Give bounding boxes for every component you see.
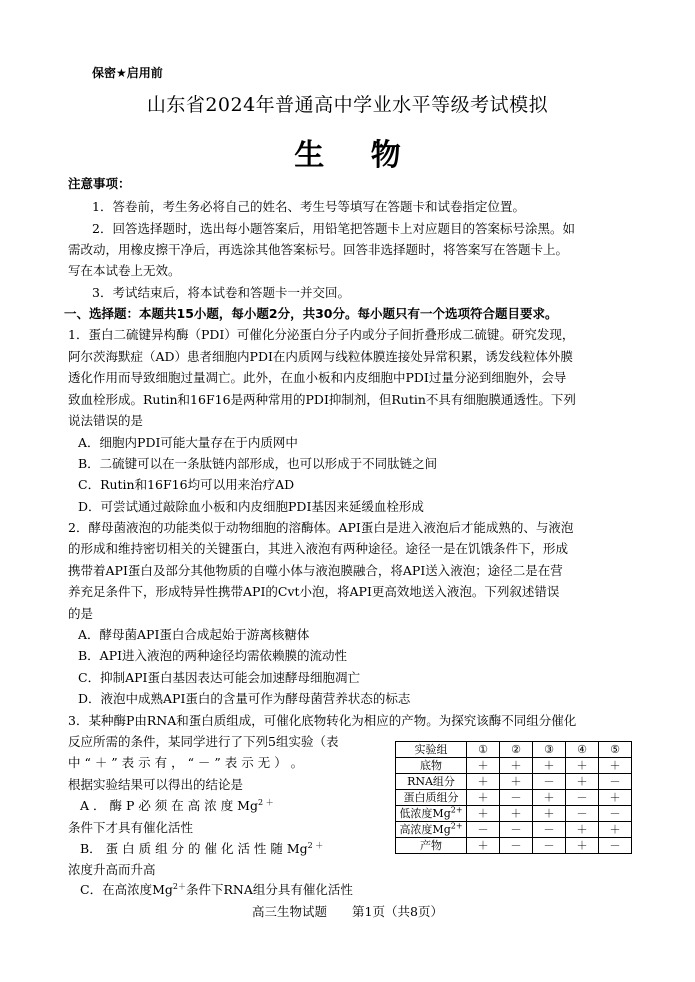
table-cell: ＋ [500,806,533,822]
table-cell: ＋ [467,806,500,822]
q3-option-b: B． 蛋 白 质 组 分 的 催 化 活 性 随 $Mg^{2 +}$ [80,840,324,856]
q3-option-a-cont: 条件下才具有催化活性 [68,820,194,835]
table-cell: ＋ [467,774,500,790]
table-cell: ＋ [467,838,500,854]
notice-item: 3．考试结束后，将本试卷和答题卡一并交回。 [92,285,350,300]
page-footer: 高三生物试题 第1页（共8页） [252,904,443,919]
section-heading: 一、选择题：本题共15小题，每小题2分，共30分。每小题只有一个选项符合题目要求。 [64,306,558,321]
table-row [396,806,632,822]
table-cell: － [566,790,599,806]
table-cell: － [500,790,533,806]
table-cell: ＋ [566,838,599,854]
table-header-cell: ③ [533,742,566,758]
q3-option-a: A ． 酶 P 必 须 在 高 浓 度 $Mg^{2 +}$ [80,797,274,813]
table-header-cell: ⑤ [599,742,632,758]
q2-option-d: D．液泡中成熟API蛋白的含量可作为酵母菌营养状态的标志 [78,691,411,706]
table-cell: － [467,822,500,838]
table-header-cell: 实验组 [396,742,467,758]
row-label: RNA组分 [396,774,467,790]
table-cell: － [599,838,632,854]
q1-option-a: A．细胞内PDI可能大量存在于内质网中 [78,435,298,450]
table-row [396,838,632,854]
table-header-cell: ② [500,742,533,758]
notice-item: 写在本试卷上无效。 [68,263,181,278]
table-header-cell: ① [467,742,500,758]
table-cell: ＋ [500,758,533,774]
row-label: 蛋白质组分 [396,790,467,806]
q1-option-c: C．Rutin和16F16均可以用来治疗AD [78,477,295,492]
q3-stem: 反应所需的条件，某同学进行了下列5组实验（表 [68,734,339,749]
q1-option-d: D．可尝试通过敲除血小板和内皮细胞PDI基因来延缓血栓形成 [78,499,424,514]
notice-heading: 注意事项： [68,176,131,191]
table-cell: － [500,838,533,854]
table-header-cell: ④ [566,742,599,758]
table-cell: － [500,822,533,838]
table-cell: － [533,774,566,790]
row-label: 低浓度$Mg^{2+}$ [396,806,467,822]
notice-item: 1．答卷前，考生务必将自己的姓名、考生号等填写在答题卡和试卷指定位置。 [92,199,525,214]
row-label: 产物 [396,838,467,854]
row-label: 高浓度$Mg^{2+}$ [396,822,467,838]
table-cell: － [599,806,632,822]
notice-item: 2．回答选择题时，选出每小题答案后，用铅笔把答题卡上对应题目的答案标号涂黑。如 [92,221,575,236]
exam-title: 山东省2024年普通高中学业水平等级考试模拟 [146,94,549,116]
q1-stem: 阿尔茨海默症（AD）患者细胞内PDI在内质网与线粒体膜连接处异常积累，诱发线粒体外膜 [68,349,573,364]
table-cell: ＋ [599,790,632,806]
q3-stem: 根据实验结果可以得出的结论是 [68,777,244,792]
table-cell: － [599,774,632,790]
row-label: 底物 [396,758,467,774]
table-cell: ＋ [533,758,566,774]
table-cell: ＋ [566,822,599,838]
table-cell: ＋ [533,806,566,822]
confidential-mark: 保密★启用前 [92,66,163,80]
q2-stem: 携带着API蛋白及部分其他物质的自噬小体与液泡膜融合，将API送入液泡；途径二是在营 [68,563,563,578]
q1-option-b: B．二硫键可以在一条肽链内部形成，也可以形成于不同肽链之间 [78,456,438,471]
table-cell: ＋ [467,758,500,774]
table-row [396,758,632,774]
q3-option-b-cont: 浓度升高而升高 [68,862,156,877]
table-row [396,790,632,806]
q1-stem: 说法错误的是 [68,413,144,428]
q1-stem: 致血栓形成。Rutin和16F16是两种常用的PDI抑制剂，但Rutin不具有细胞膜通透性。下列 [68,392,576,407]
table-cell: ＋ [599,758,632,774]
q1-stem: 透化作用而导致细胞过量凋亡。此外，在血小板和内皮细胞中PDI过量分泌到细胞外，会导 [68,370,567,385]
table-cell: － [566,806,599,822]
q2-option-c: C．抑制API蛋白基因表达可能会加速酵母细胞凋亡 [78,670,360,685]
table-row [396,822,632,838]
table-header-row [396,742,632,758]
q2-option-a: A．酵母菌API蛋白合成起始于游离核糖体 [78,627,310,642]
table-cell: ＋ [566,758,599,774]
q3-option-c: C．在高浓度$Mg^{2+}$条件下RNA组分具有催化活性 [80,881,353,897]
notice-item: 需改动，用橡皮擦干净后，再选涂其他答案标号。回答非选择题时，将答案写在答题卡上。 [68,242,569,257]
experiment-table [395,741,632,854]
table-cell: － [533,838,566,854]
q2-stem: 2．酵母菌液泡的功能类似于动物细胞的溶酶体。API蛋白是进入液泡后才能成熟的、与液泡 [68,520,574,535]
table-cell: ＋ [467,790,500,806]
q1-stem: 1．蛋白二硫键异构酶（PDI）可催化分泌蛋白分子内或分子间折叠形成二硫键。研究发现， [68,327,575,342]
table-cell: ＋ [599,822,632,838]
table-cell: ＋ [566,774,599,790]
q3-stem: 3．某种酶P由RNA和蛋白质组成，可催化底物转化为相应的产物。为探究该酶不同组分催化 [68,713,577,728]
q2-stem: 的形成和维持密切相关的关键蛋白，其进入液泡有两种途径。途径一是在饥饿条件下，形成 [68,541,569,556]
q3-stem: 中 “ ＋ ” 表 示 有 ， “ － ” 表 示 无 ） 。 [68,755,304,770]
table-row [396,774,632,790]
q2-stem: 养充足条件下，形成特异性携带API的Cvt小泡，将API更高效地送入液泡。下列叙述错误 [68,584,560,599]
table-cell: － [533,822,566,838]
q2-option-b: B．API进入液泡的两种途径均需依赖膜的流动性 [78,648,348,663]
table-cell: ＋ [533,790,566,806]
q2-stem: 的是 [68,606,94,621]
subject-title: 生 物 [294,138,419,173]
table-cell: ＋ [500,774,533,790]
